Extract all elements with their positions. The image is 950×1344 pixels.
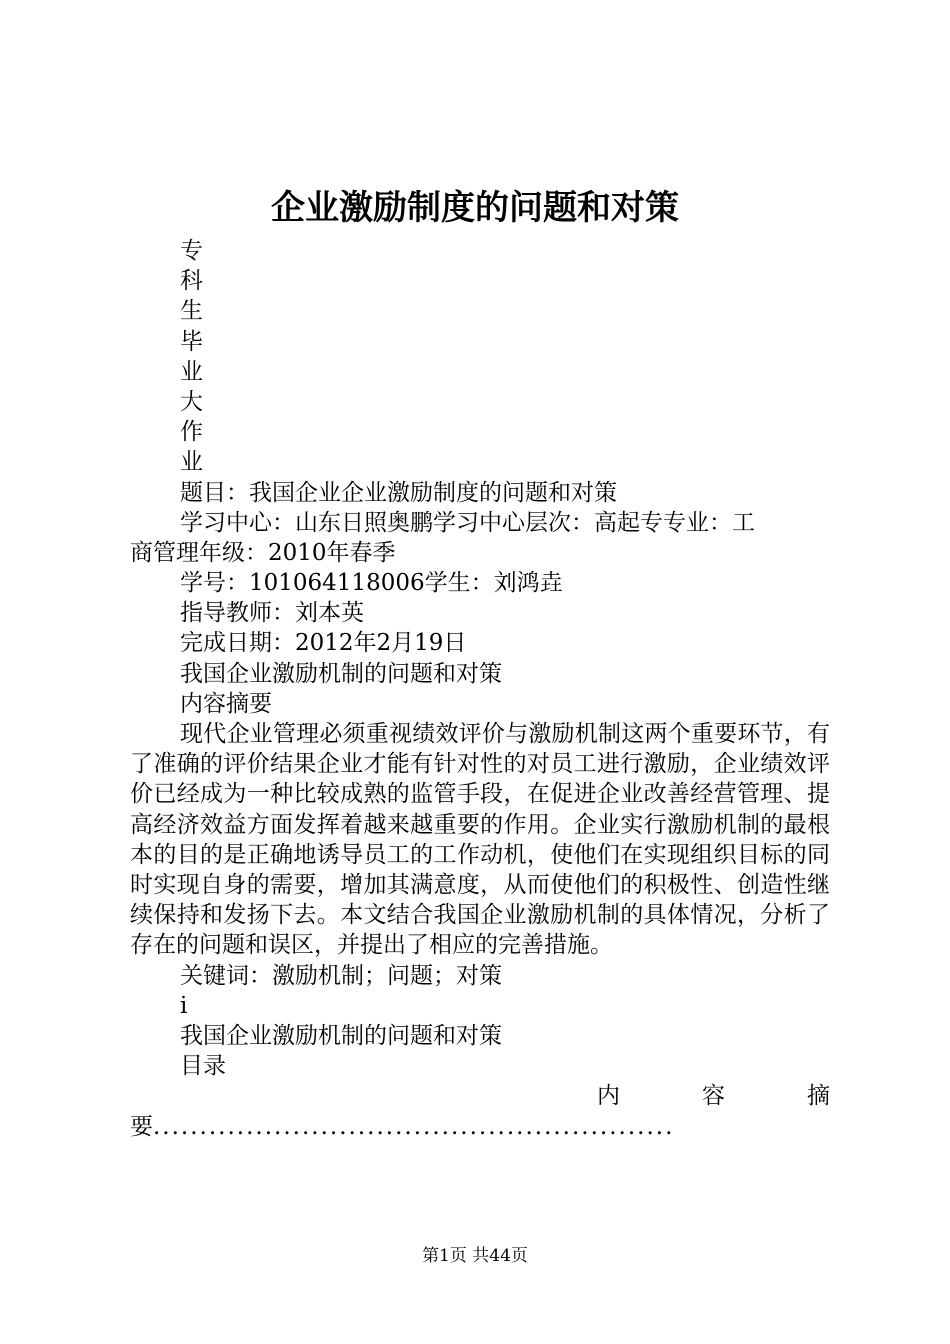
center-line: 学习中心：山东日照奥鹏学习中心层次：高起专专业：工 — [180, 509, 755, 536]
toc-entry-leader-line — [130, 1112, 830, 1142]
student-line: 学号：101064118006学生：刘鸿垚 — [180, 570, 563, 597]
advisor-line: 指导教师：刘本英 — [180, 600, 364, 627]
toc-char: 内 — [597, 1083, 620, 1110]
document-body — [130, 236, 830, 1142]
page-footer: 第1页 共44页 — [422, 1246, 528, 1266]
toc-section-title: 我国企业激励机制的问题和对策 — [180, 1023, 502, 1049]
vertical-char: 业 — [180, 358, 203, 385]
center-line-continued: 商管理年级：2010年春季 — [130, 539, 396, 566]
document-title: 企业激励制度的问题和对策 — [271, 188, 679, 228]
topic-line: 题目：我国企业企业激励制度的问题和对策 — [180, 479, 617, 506]
roman-page-number: i — [180, 992, 188, 1019]
toc-heading: 目录 — [180, 1053, 226, 1080]
abstract-paragraph: 现代企业管理必须重视绩效评价与激励机制这两个重要环节，有了准确的评价结果企业才能有针对性的对员工进行激励，企业绩效评价已经成为一种比较成熟的监管手段，在促进企业改善经营管理、提高经济效益方面发挥着越来越重要的作用。企业实行激励机制的最根本的目的是正确地诱导员工的工作动机，使他们在实现组织目标的同时实现自身的需要，增加其满意度，从而使他们的积极性、创造性继续保持和发扬下去。本文结合我国企业激励机制的具体情况，分析了存在的问题和误区，并提出了相应的完善措施。 — [130, 721, 830, 959]
vertical-char: 业 — [180, 449, 203, 476]
toc-char: 容 — [702, 1083, 725, 1110]
toc-leader-dots: ........................................................ — [153, 1113, 675, 1140]
vertical-char: 作 — [180, 419, 203, 446]
toc-char: 摘 — [807, 1083, 830, 1110]
toc-last-char: 要 — [130, 1113, 153, 1140]
toc-entry-title — [130, 1081, 830, 1111]
vertical-char: 科 — [180, 268, 203, 295]
section-title: 我国企业激励机制的问题和对策 — [180, 660, 502, 687]
date-line: 完成日期：2012年2月19日 — [180, 630, 467, 657]
vertical-char: 生 — [180, 298, 203, 325]
vertical-char: 毕 — [180, 328, 203, 355]
abstract-heading: 内容摘要 — [180, 690, 272, 717]
keywords-line: 关键词：激励机制；问题；对策 — [180, 962, 502, 989]
vertical-char: 大 — [180, 388, 203, 415]
vertical-char: 专 — [180, 238, 203, 264]
